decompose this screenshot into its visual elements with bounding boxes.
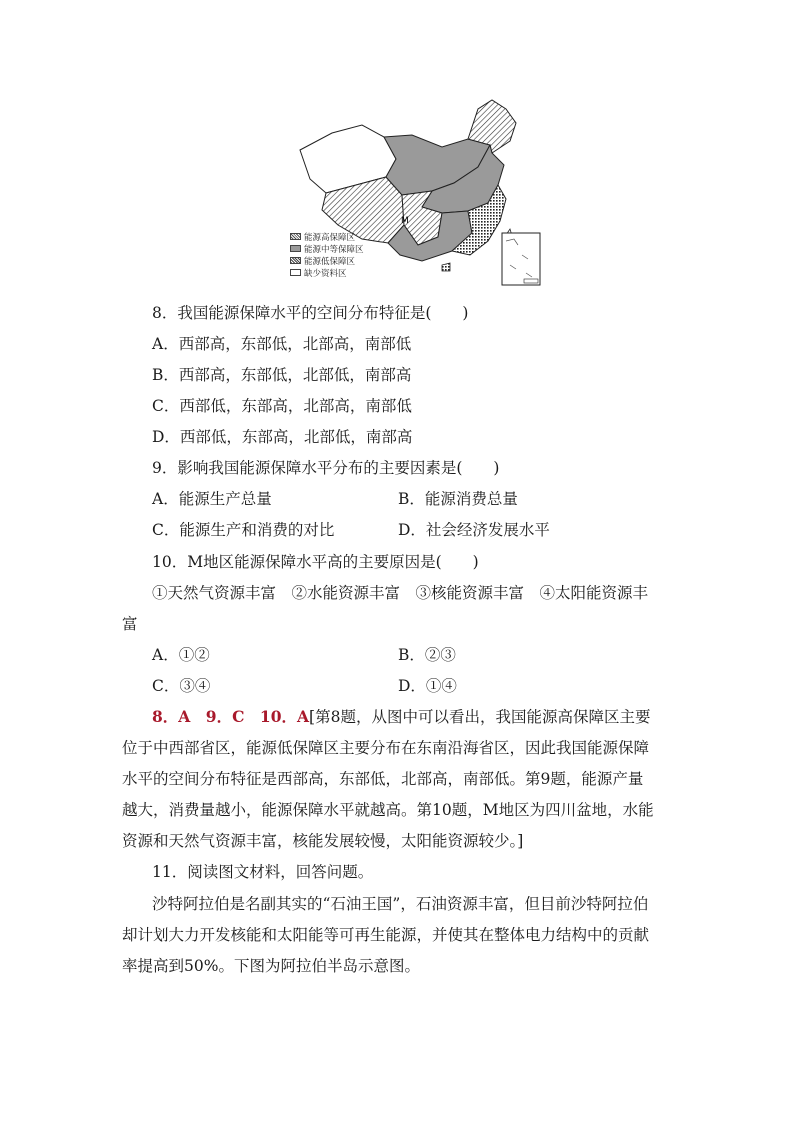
legend-item-medium: 能源中等保障区 [290, 243, 400, 254]
q11-para-line3: 率提高到50%。下图为阿拉伯半岛示意图。 [122, 957, 420, 975]
q8-option-b: B．西部高，东部低，北部低，南部高 [152, 366, 412, 384]
legend-swatch-medium [290, 245, 301, 252]
q8-stem: 8．我国能源保障水平的空间分布特征是( ) [152, 304, 469, 322]
legend-item-no-data: 缺少资料区 [290, 267, 400, 278]
q10-choices-line1: ①天然气资源丰富 ②水能资源丰富 ③核能资源丰富 ④太阳能资源丰 [152, 584, 649, 602]
answer-keys: 8．A 9．C 10．A [152, 707, 310, 726]
q11-stem: 11．阅读图文材料，回答问题。 [152, 863, 374, 881]
region-hainan [442, 263, 450, 271]
map-label-m: M [401, 216, 409, 226]
legend-swatch-low [290, 257, 301, 264]
q10-option-b: B．②③ [398, 646, 456, 664]
legend-item-low: 能源低保障区 [290, 255, 400, 266]
q9-option-c: C．能源生产和消费的对比 [152, 521, 335, 539]
q9-option-a: A．能源生产总量 [152, 490, 272, 508]
answer-line2: 位于中西部省区，能源低保障区主要分布在东南沿海省区，因此我国能源保障 [122, 739, 650, 757]
q8-option-a: A．西部高，东部低，北部高，南部低 [152, 335, 412, 353]
q11-para-line2: 却计划大力开发核能和太阳能等可再生能源，并使其在整体电力结构中的贡献 [122, 926, 650, 944]
q9-option-b: B．能源消费总量 [398, 490, 518, 508]
answer-line5: 资源和天然气资源丰富，核能发展较慢，太阳能资源较少。] [122, 832, 524, 850]
q8-option-c: C．西部低，东部高，北部高，南部低 [152, 397, 412, 415]
legend-swatch-no-data [290, 269, 301, 276]
answer-explanation-start: [第8题，从图中可以看出，我国能源高保障区主要 [309, 708, 651, 726]
legend-swatch-high [290, 233, 301, 240]
q10-stem: 10．M地区能源保障水平高的主要原因是( ) [152, 553, 479, 571]
q10-option-d: D．①④ [398, 677, 457, 695]
legend-item-high: 能源高保障区 [290, 231, 400, 242]
answer-line3: 水平的空间分布特征是西部高，东部低，北部高，南部低。第9题，能源产量 [122, 770, 644, 788]
q8-option-d: D．西部低，东部高，北部低，南部高 [152, 428, 413, 446]
q9-option-d: D．社会经济发展水平 [398, 521, 550, 539]
answer-line1 [152, 707, 650, 727]
map-legend [290, 231, 400, 279]
q10-option-c: C．③④ [152, 677, 211, 695]
q9-stem: 9．影响我国能源保障水平分布的主要因素是( ) [152, 459, 500, 477]
answer-line4: 越大，消费量越小，能源保障水平就越高。第10题，M地区为四川盆地，水能 [122, 801, 654, 819]
q11-para-line1: 沙特阿拉伯是名副其实的“石油王国”，石油资源丰富，但目前沙特阿拉伯 [152, 895, 649, 913]
q10-option-a: A．①② [152, 646, 210, 664]
q10-choices-line2: 富 [122, 615, 138, 633]
